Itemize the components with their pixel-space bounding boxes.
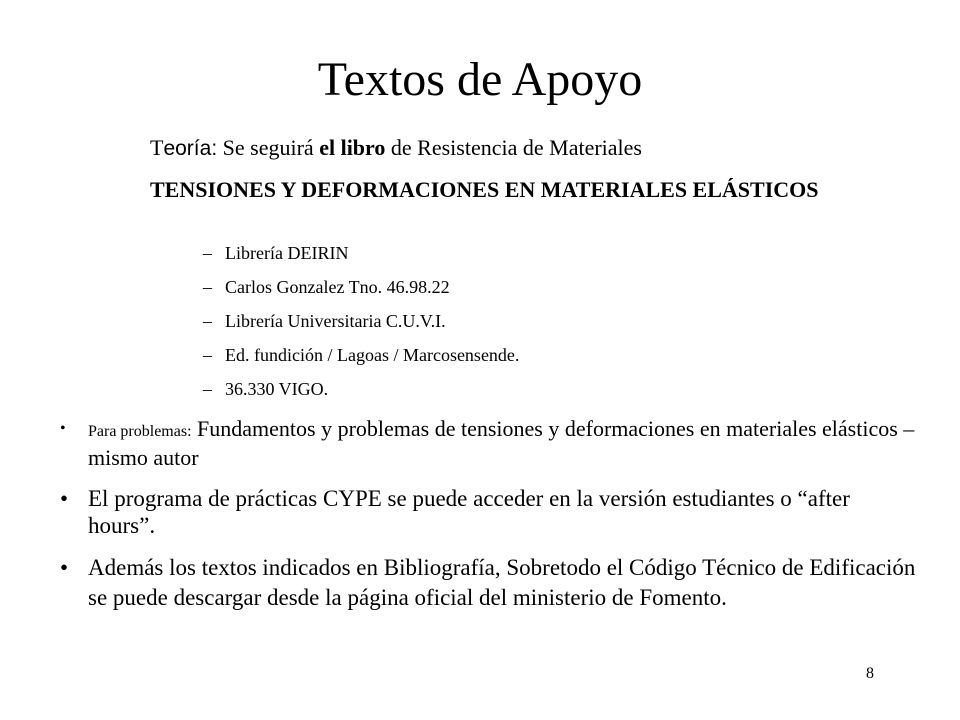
theory-line [150, 134, 642, 163]
slide-title: Textos de Apoyo [317, 53, 643, 106]
dash-marker: – [203, 311, 212, 331]
dash-marker: – [203, 277, 212, 297]
problems-text: Fundamentos y problemas de tensiones y deformaciones en materiales elásticos – mismo autor [88, 416, 915, 470]
practicas-text: El programa de prácticas CYPE se puede acceder en la versión estudiantes o “after hours”. [88, 486, 850, 538]
theory-bold-part: el libro [319, 135, 386, 160]
bullet-marker: • [60, 555, 69, 580]
source-text: Librería DEIRIN [225, 243, 349, 263]
source-text: Carlos Gonzalez Tno. 46.98.22 [225, 277, 450, 297]
dash-marker: – [203, 345, 212, 365]
theory-label-rest: eoría [163, 137, 212, 160]
dash-marker: – [203, 379, 212, 399]
bullet-list [60, 416, 920, 613]
source-text: Librería Universitaria C.U.V.I. [225, 311, 446, 331]
theory-suffix: de Resistencia de Materiales [385, 135, 642, 160]
theory-label-colon: : [211, 137, 218, 160]
source-text: Ed. fundición / Lagoas / Marcosensende. [225, 345, 520, 365]
dash-marker: – [203, 243, 212, 263]
list-item [203, 308, 519, 342]
theory-label [150, 137, 217, 160]
bullet-item-ademas [60, 553, 920, 613]
bullet-marker: • [60, 420, 66, 437]
problems-colon: : [187, 423, 192, 440]
list-item [203, 376, 519, 410]
bullet-item-problems [60, 416, 920, 471]
theory-prefix: Se seguirá [217, 135, 320, 160]
ademas-text: Además los textos indicados en Bibliografía, Sobretodo el Código Técnico de Edificación se puede descargar desde la página oficial del ministerio de Fomento. [88, 555, 916, 610]
problems-label: Para problemas [88, 423, 188, 440]
bullet-marker: • [60, 486, 69, 511]
list-item [203, 274, 519, 308]
source-text: 36.330 VIGO. [225, 379, 329, 399]
list-item [203, 342, 519, 376]
book-sources-list [203, 240, 519, 410]
book-title: TENSIONES Y DEFORMACIONES EN MATERIALES ELÁSTICOS [150, 177, 819, 202]
bullet-item-practicas [60, 485, 920, 539]
page-number: 8 [866, 665, 874, 682]
theory-label-initial: T [150, 135, 164, 160]
list-item [203, 240, 519, 274]
